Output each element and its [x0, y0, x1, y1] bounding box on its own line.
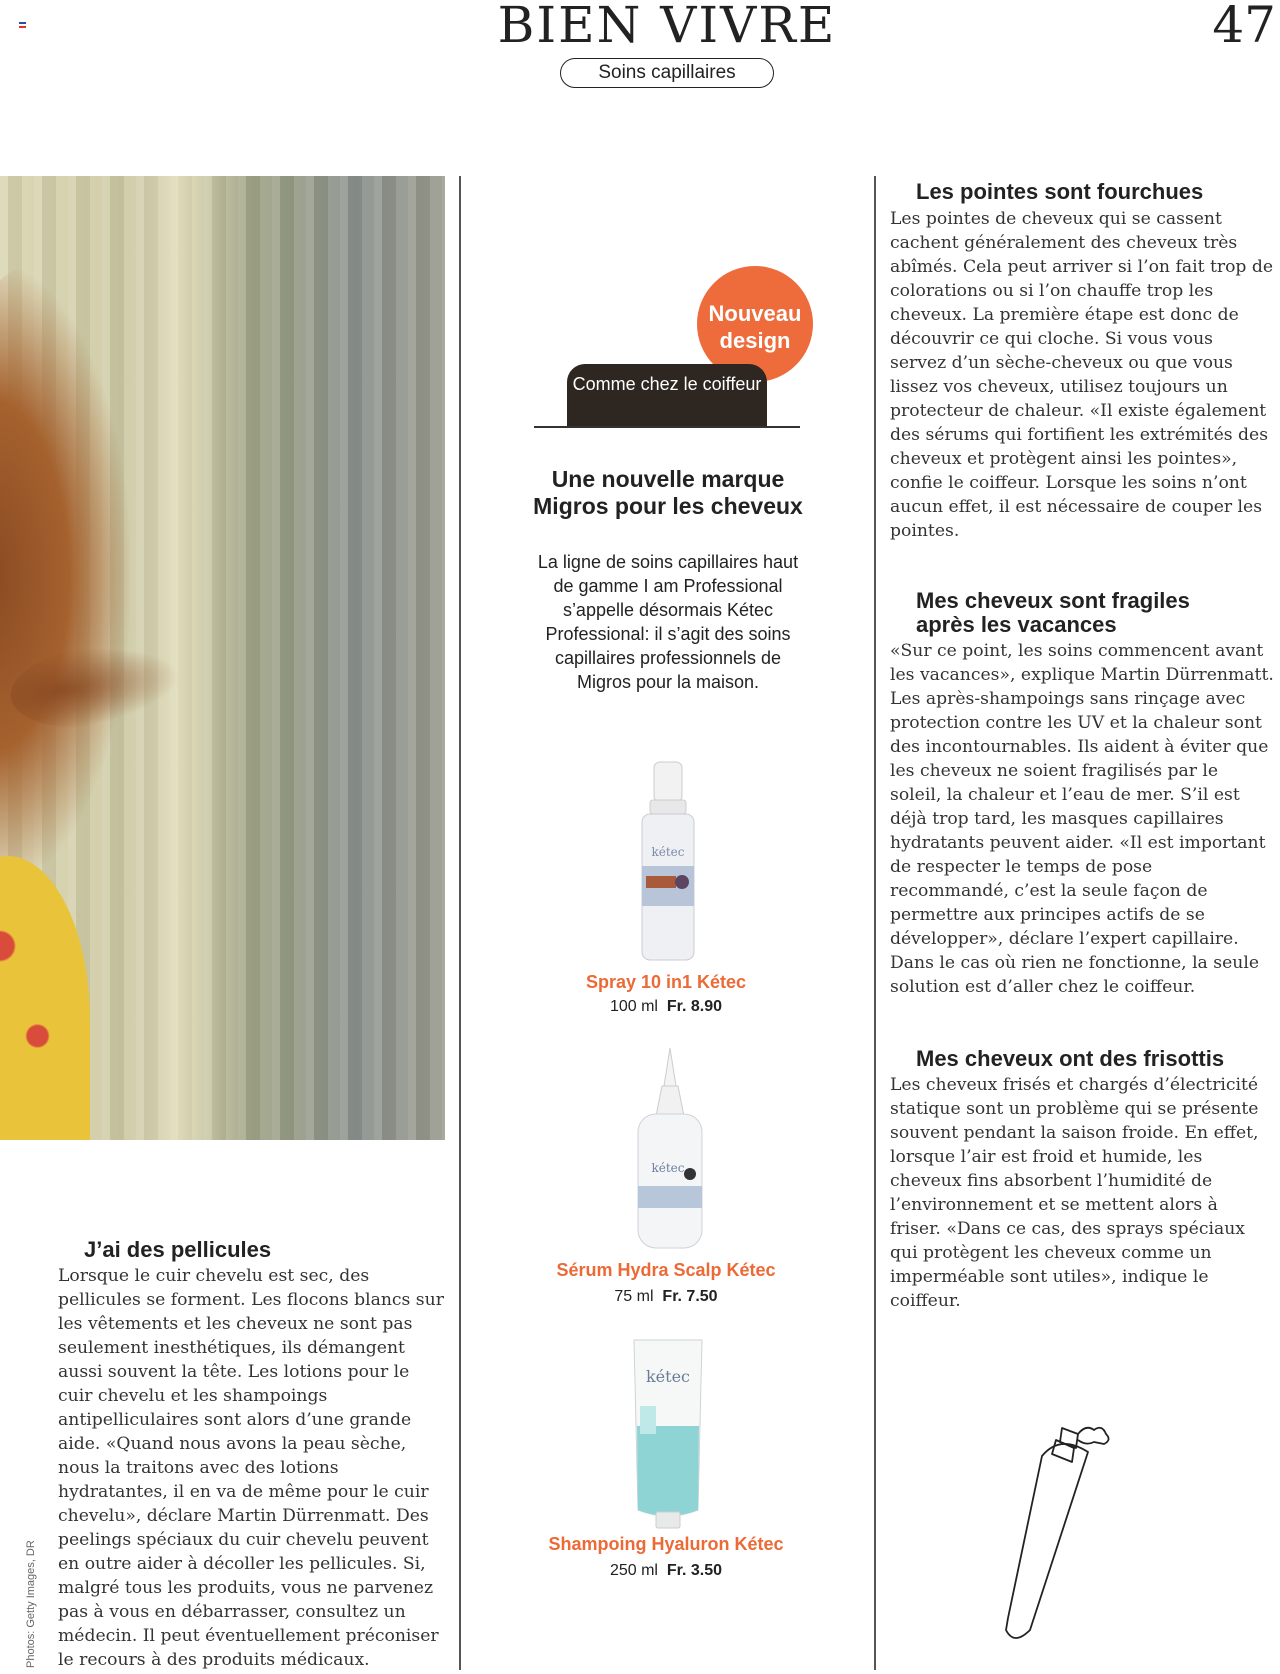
product-price-value: Fr. 8.90 — [666, 998, 723, 1015]
article-heading: Mes cheveux sont fragiles après les vacances — [916, 588, 1190, 637]
spray-bottle-image — [632, 756, 708, 966]
article-heading: Les pointes sont fourchues — [916, 179, 1204, 204]
product-size: 100 ml — [609, 998, 658, 1015]
article-heading: Mes cheveux ont des frisottis — [916, 1046, 1225, 1071]
serum-brand: kétec — [651, 1161, 685, 1175]
spray-brand: kétec — [651, 845, 685, 859]
article-body: «Sur ce point, les soins commencent avant les vacances», explique Martin Dürrenmatt. Les après-shampoings sans rinçage avec protection contre les UV et la chaleur sont des incontournables. Ils aident à éviter que les cheveux ne soient fragilisés par le soleil, la chaleur et l’eau de mer. S’il est déjà trop tard, les masques capillaires hydratants peuvent aider. «Il est important de respecter le temps de pose recommandé, c’est la seule façon de permettre aux principes actifs de se développer», déclare l’expert capillaire. Dans le cas où rien ne fonctionne, la seule solution est d’aller chez le coiffeur. — [890, 641, 1274, 997]
column-divider-left — [459, 176, 461, 1670]
promo-title: Une nouvelle marque Migros pour les cheveux — [533, 466, 803, 519]
product-price — [516, 998, 816, 1016]
product-name: Spray 10 in1 Kétec — [585, 972, 747, 992]
product-name: Shampoing Hyaluron Kétec — [548, 1534, 784, 1554]
article-fragiles — [916, 589, 1226, 637]
product-size: 250 ml — [609, 1562, 658, 1579]
hero-photo — [0, 176, 445, 1140]
spray-can-illustration — [990, 1404, 1140, 1654]
article-pointes — [916, 180, 1256, 204]
product-name: Sérum Hydra Scalp Kétec — [556, 1260, 776, 1280]
page-number: 47 — [1212, 0, 1276, 54]
shampoo-brand: kétec — [645, 1367, 691, 1386]
photo-hair — [0, 266, 130, 886]
product-price-value: Fr. 7.50 — [662, 1288, 718, 1305]
serum-bottle-image — [628, 1046, 712, 1252]
article-body: Lorsque le cuir chevelu est sec, des pellicules se forment. Les flocons blancs sur les vêtements et les cheveux ne sont pas seulement inesthétiques, ils démangent aussi souvent la tête. Les lotions pour le cuir chevelu et les shampoings antipelliculaires sont alors d’une grande aide. «Quand nous avons la peau sèche, nous la traitons avec des lotions hydratantes, il en va de même pour le cuir chevelu», déclare Martin Dürrenmatt. Des peelings spéciaux du cuir chevelu peuvent en outre aider à décoller les pellicules. Si, malgré tous les produits, vous ne parvenez pas à vous en débarrasser, consultez un médecin. Il peut éventuellement préconiser le recours à des produits médicaux. — [58, 1266, 444, 1670]
column-divider-right — [874, 176, 876, 1670]
photo-credit: Photos: Getty Images, DR — [25, 1540, 37, 1668]
product-size: 75 ml — [614, 1288, 654, 1305]
promo-tab-text: Comme chez le coiffeur — [572, 374, 762, 394]
promo-rule — [534, 426, 800, 428]
photo-dress — [0, 856, 90, 1140]
article-heading: J’ai des pellicules — [84, 1237, 272, 1262]
product-price-value: Fr. 3.50 — [666, 1562, 723, 1579]
article-pellicules — [84, 1238, 464, 1262]
article-body: Les cheveux frisés et chargés d’électricité statique sont un problème qui se présente souvent pendant la saison froide. En effet, lorsque l’air est froid et humide, les cheveux fins absorbent l’humidité de l’environnement et se mettent alors à friser. «Dans ce cas, des sprays spéciaux qui protègent les cheveux comme un imperméable sont utiles», indique le coiffeur. — [890, 1075, 1259, 1311]
magazine-section-title: BIEN VIVRE — [497, 0, 837, 54]
article-frisottis — [916, 1047, 1256, 1071]
promo-text: La ligne de soins capillaires haut de gamme I am Professional s’appelle désormais Kétec Professional: il s’agit des soins capillaires professionnels de Migros pour la maison. — [537, 552, 799, 692]
product-price — [516, 1562, 816, 1580]
section-pill: Soins capillaires — [560, 58, 774, 88]
product-price — [516, 1288, 816, 1306]
article-body: Les pointes de cheveux qui se cassent cachent généralement des cheveux très abîmés. Cela peut arriver si l’on fait trop de colorations ou si l’on chauffe trop les cheveux. La première étape est donc de découvrir ce qui cloche. Si vous vous servez d’un sèche-cheveux ou que vous lissez vos cheveux, utilisez toujours un protecteur de chaleur. «Il existe également des sérums qui fortifient les extrémités des cheveux et protègent ainsi les pointes», confie le coiffeur. Lorsque les soins n’ont aucun effet, il est nécessaire de couper les pointes. — [890, 209, 1274, 541]
new-design-badge-text: Nouveau design — [708, 301, 802, 353]
shampoo-tube-image — [628, 1336, 708, 1530]
